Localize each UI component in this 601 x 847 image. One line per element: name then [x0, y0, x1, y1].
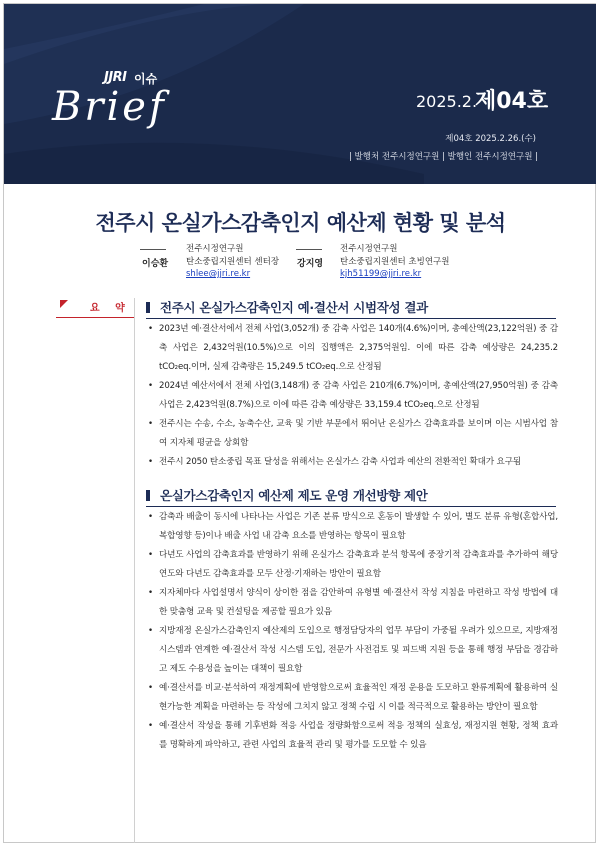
logo-brand: JJRI [104, 70, 127, 85]
author-dept: 탄소중립지원센터 센터장 [186, 256, 280, 267]
header-banner [4, 4, 596, 184]
column-divider [134, 298, 135, 843]
author-email[interactable]: kjh51199@jjri.re.kr [340, 269, 422, 279]
bullet-icon: • [148, 626, 153, 636]
bullet-icon: • [148, 721, 153, 731]
author-name: 이승환 [142, 259, 169, 269]
summary-label-text: 요 약 [90, 303, 131, 314]
list-item: • 다년도 사업의 감축효과를 반영하기 위해 온실가스 감축효과 분석 항목에 중장기적 감축효과를 추가하여 해당 연도와 다년도 감축효과를 모두 산정·기재하는 방안이 필요함 [146, 546, 558, 584]
flag-icon [60, 300, 68, 308]
logo-brief: Brief [52, 84, 167, 130]
section-heading-results [146, 296, 556, 319]
list-item: • 예·결산서를 비교·분석하여 재정계획에 반영함으로써 효율적인 재정 운용을 도모하고 환류계획에 활용하여 실현가능한 계획을 마련하는 등 작성에 그치지 않고 정책 수립 시 이를 적극적으로 활용하는 방안이 필요함 [146, 679, 558, 717]
bullet-icon: • [148, 457, 153, 467]
list-item: • 지방재정 온실가스감축인지 예산제의 도입으로 행정담당자의 업무 부담이 가중될 우려가 있으므로, 지방재정시스템과 연계한 예·결산서 작성 시스템 도입, 전문가 사전검토 및 피드백 지원 등을 통해 행정 부담을 경감하고 제도 수용성을 높이는 대책이 필요함 [146, 622, 558, 679]
issue-number: 제04호 [475, 89, 549, 114]
section-heading-text: 전주시 온실가스감축인지 예·결산서 시범작성 결과 [160, 300, 428, 315]
section-heading-improvements [146, 484, 556, 507]
issue-meta: 제04호 2025.2.26.(수) [445, 134, 536, 144]
author-info [340, 243, 449, 281]
list-item: • 2024년 예산서에서 전체 사업(3,148개) 중 감축 사업은 210개(6.7%)이며, 총예산액(27,950억원) 중 감축 사업은 2,423억원(8.7%)으로 이에 따른 감축 예상량은 33,159.4 tCO₂eq.으로 산정됨 [146, 377, 558, 415]
summary-label [56, 295, 134, 318]
issue-date: 2025.2. [416, 92, 478, 111]
author-divider [140, 249, 166, 250]
author-email[interactable]: shlee@jjri.re.kr [186, 269, 251, 279]
author-org: 전주시정연구원 [186, 244, 244, 254]
bullet-icon: • [148, 512, 153, 522]
author-name: 강지영 [297, 259, 324, 269]
logo-suffix: 이슈 [134, 72, 158, 86]
list-item: • 감축과 배출이 동시에 나타나는 사업은 기존 분류 방식으로 혼동이 발생할 수 있어, 별도 분류 유형(혼합사업, 복합영향 등)이나 배출 사업 내 감축 요소를 반영하는 항목이 필요함 [146, 508, 558, 546]
publisher-line: | 발행처 전주시정연구원 | 발행인 전주시정연구원 | [348, 152, 538, 162]
list-item: • 지자체마다 사업설명서 양식이 상이한 점을 감안하여 유형별 예·결산서 작성 지침을 마련하고 작성 방법에 대한 맞춤형 교육 및 컨설팅을 제공할 필요가 있음 [146, 584, 558, 622]
bullet-icon: • [148, 550, 153, 560]
bullet-icon: • [148, 381, 153, 391]
list-item: • 예·결산서 작성을 통해 기후변화 적응 사업을 정량화함으로써 적응 정책의 실효성, 재정지원 현황, 정책 효과를 명확하게 파악하고, 관련 사업의 효율적 관리 및 평가를 도모할 수 있음 [146, 717, 558, 755]
list-item: • 2023년 예·결산서에서 전체 사업(3,052개) 중 감축 사업은 140개(4.6%)이며, 총예산액(23,122억원) 중 감축 사업은 2,432억원(10.5%)으로 이의 집행액은 2,375억원임. 이에 따른 감축 예상량은 24,235.2 tCO₂eq.이며, 실제 감축량은 15,249.5 tCO₂eq.으로 산정됨 [146, 320, 558, 377]
author-divider [296, 249, 322, 250]
heading-bar-icon [146, 302, 150, 313]
bullet-icon: • [148, 419, 153, 429]
page-title: 전주시 온실가스감축인지 예산제 현황 및 분석 [95, 211, 506, 235]
author-org: 전주시정연구원 [340, 244, 398, 254]
improvements-bullet-list [146, 508, 558, 755]
list-item: • 전주시는 수송, 수소, 농축수산, 교육 및 기반 부문에서 뛰어난 온실가스 감축효과를 보이며 이는 시범사업 참여 지자체 평균을 상회함 [146, 415, 558, 453]
heading-bar-icon [146, 490, 150, 501]
results-bullet-list [146, 320, 558, 472]
bullet-icon: • [148, 683, 153, 693]
author-dept: 탄소중립지원센터 초빙연구원 [340, 256, 450, 267]
bullet-icon: • [148, 324, 153, 334]
list-item: • 전주시 2050 탄소중립 목표 달성을 위해서는 온실가스 감축 사업과 예산의 전환적인 확대가 요구됨 [146, 453, 558, 472]
bullet-icon: • [148, 588, 153, 598]
section-heading-text: 온실가스감축인지 예산제 제도 운영 개선방향 제안 [160, 488, 428, 503]
author-info [186, 243, 279, 281]
